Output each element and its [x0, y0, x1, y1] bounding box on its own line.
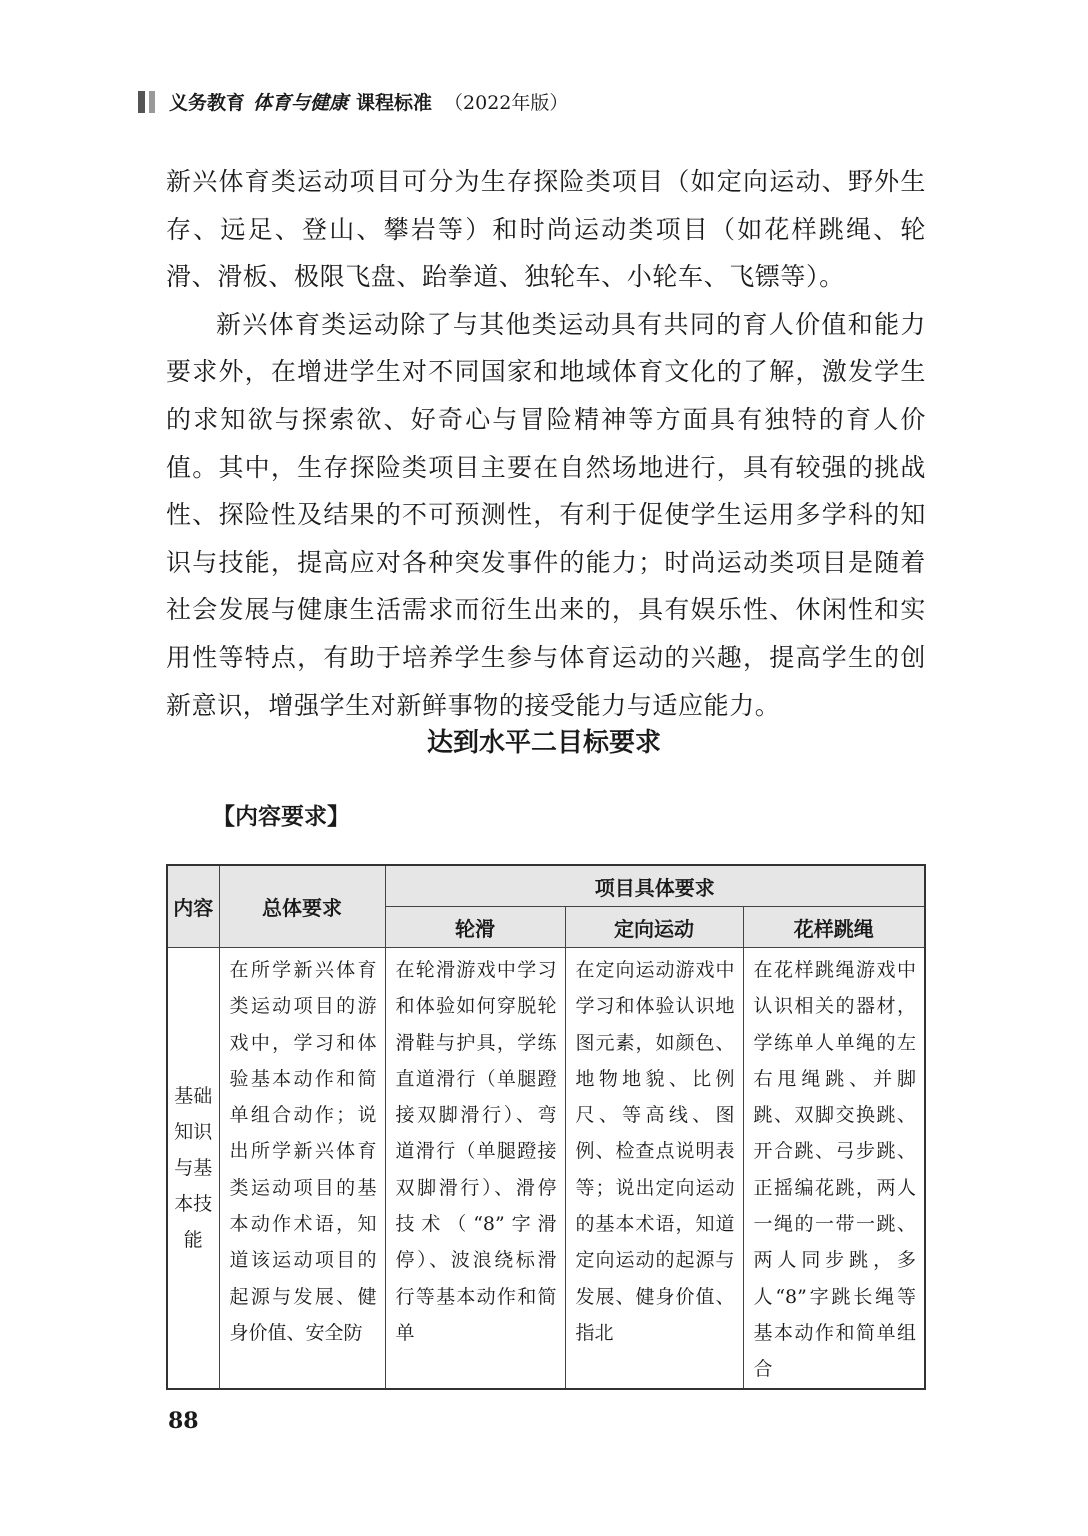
content-requirements-title: 【内容要求】	[212, 804, 350, 830]
header-specific: 项目具体要求	[385, 865, 925, 907]
cell-rope: 在花样跳绳游戏中认识相关的器材，学练单人单绳的左右甩绳跳、并脚跳、双脚交换跳、开合跳、弓步跳、正摇编花跳，两人一绳的一带一跳、两人同步跳，多人“8”字跳长绳等基本动作和简单组合	[743, 948, 925, 1389]
header-skating: 轮滑	[385, 907, 565, 948]
requirements-table	[166, 864, 926, 1390]
paragraph-1: 新兴体育类运动项目可分为生存探险类项目（如定向运动、野外生存、远足、登山、攀岩等）和时尚运动类项目（如花样跳绳、轮滑、滑板、极限飞盘、跆拳道、独轮车、小轮车、飞镖等）。	[166, 167, 926, 292]
body-text	[166, 158, 926, 729]
cell-category: 基础知识与基本技能	[167, 948, 219, 1389]
header-series: 义务教育	[169, 92, 246, 114]
paragraph-2: 新兴体育类运动除了与其他类运动具有共同的育人价值和能力要求外，在增进学生对不同国家和地域体育文化的了解，激发学生的求知欲与探索欲、好奇心与冒险精神等方面具有独特的育人价值。其中，生存探险类项目主要在自然场地进行，具有较强的挑战性、探险性及结果的不可预测性，有利于促使学生运用多学科的知识与技能，提高应对各种突发事件的能力；时尚运动类项目是随着社会发展与健康生活需求而衍生出来的，具有娱乐性、休闲性和实用性等特点，有助于培养学生参与体育运动的兴趣，提高学生的创新意识，增强学生对新鲜事物的接受能力与适应能力。	[166, 309, 926, 720]
header-standard: 课程标准	[356, 92, 433, 114]
running-header	[138, 88, 568, 115]
header-bar-marks	[138, 91, 155, 113]
header-content: 内容	[167, 865, 219, 948]
header-rope: 花样跳绳	[743, 907, 925, 948]
header-orienteering: 定向运动	[565, 907, 743, 948]
cell-overall: 在所学新兴体育类运动项目的游戏中，学习和体验基本动作和简单组合动作；说出所学新兴体育类运动项目的基本动作术语，知道该运动项目的起源与发展、健身价值、安全防	[219, 948, 385, 1389]
header-overall: 总体要求	[219, 865, 385, 948]
page-number: 88	[168, 1408, 199, 1434]
cell-orienteering: 在定向运动游戏中学习和体验认识地图元素，如颜色、地物地貌、比例尺、等高线、图例、检查点说明表等；说出定向运动的基本术语，知道定向运动的起源与发展、健身价值、指北	[565, 948, 743, 1389]
section-title: 达到水平二目标要求	[426, 728, 661, 758]
table-header-row	[167, 865, 925, 907]
table-row	[167, 948, 925, 1389]
header-edition: （2022年版）	[444, 92, 569, 114]
header-subject: 体育与健康	[253, 92, 349, 114]
cell-skating: 在轮滑游戏中学习和体验如何穿脱轮滑鞋与护具，学练直道滑行（单腿蹬接双脚滑行）、弯道滑行（单腿蹬接双脚滑行）、滑停技术（“8”字滑停）、波浪绕标滑行等基本动作和简单	[385, 948, 565, 1389]
